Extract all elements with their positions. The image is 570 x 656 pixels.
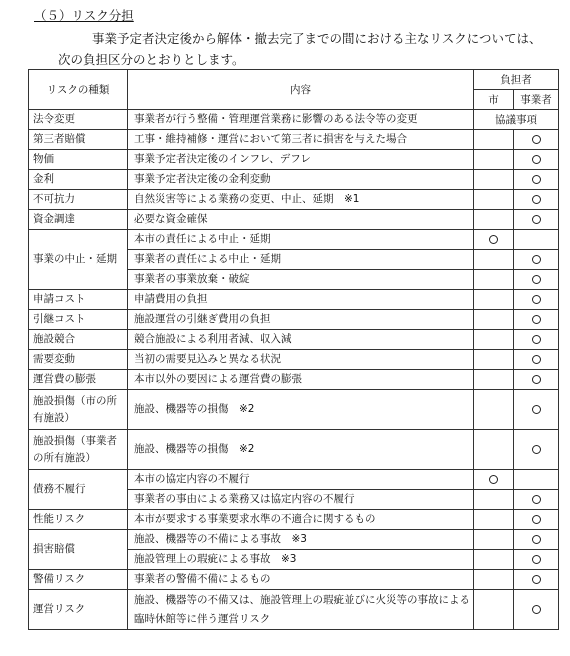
circle-mark xyxy=(532,375,541,384)
risk-content: 事業者の警備不備によるもの xyxy=(128,570,474,590)
circle-mark xyxy=(532,175,541,184)
table-row xyxy=(29,130,559,150)
operator-bearer-cell xyxy=(514,550,559,570)
table-row xyxy=(29,390,559,430)
risk-category: 損害賠償 xyxy=(29,530,128,570)
operator-bearer-cell xyxy=(514,390,559,430)
operator-bearer-cell xyxy=(514,210,559,230)
section-heading: （５）リスク分担 xyxy=(34,8,134,23)
table-row xyxy=(29,510,559,530)
table-row xyxy=(29,150,559,170)
city-bearer-cell xyxy=(474,330,514,350)
intro-paragraph xyxy=(58,28,558,70)
circle-mark xyxy=(532,215,541,224)
circle-mark xyxy=(532,495,541,504)
city-bearer-cell xyxy=(474,530,514,550)
risk-content: 施設管理上の瑕疵による事故 ※3 xyxy=(128,550,474,570)
risk-content: 本市が要求する事業要求水準の不適合に関するもの xyxy=(128,510,474,530)
risk-category: 申請コスト xyxy=(29,290,128,310)
city-bearer-cell xyxy=(474,470,514,490)
risk-content: 事業予定者決定後の金利変動 xyxy=(128,170,474,190)
city-bearer-cell xyxy=(474,430,514,470)
table-row xyxy=(29,310,559,330)
city-bearer-cell xyxy=(474,150,514,170)
table-row xyxy=(29,110,559,130)
table-row xyxy=(29,590,559,630)
table-row xyxy=(29,370,559,390)
risk-content: 施設、機器等の損傷 ※2 xyxy=(128,430,474,470)
operator-bearer-cell xyxy=(514,330,559,350)
risk-content: 本市以外の要因による運営費の膨張 xyxy=(128,370,474,390)
circle-mark xyxy=(532,255,541,264)
risk-content: 事業者が行う整備・管理運営業務に影響のある法令等の変更 xyxy=(128,110,474,130)
city-bearer-cell xyxy=(474,210,514,230)
table-row xyxy=(29,330,559,350)
risk-category: 事業の中止・延期 xyxy=(29,230,128,290)
risk-content: 当初の需要見込みと異なる状況 xyxy=(128,350,474,370)
circle-mark xyxy=(532,575,541,584)
circle-mark xyxy=(532,355,541,364)
circle-mark xyxy=(532,275,541,284)
risk-content: 施設、機器等の不備又は、施設管理上の瑕疵並びに火災等の事故による臨時休館等に伴う運営リスク xyxy=(128,590,474,630)
circle-mark xyxy=(532,405,541,414)
table-row xyxy=(29,430,559,470)
header-city: 市 xyxy=(474,90,514,110)
table-row xyxy=(29,230,559,250)
joint-bearer-cell: 協議事項 xyxy=(474,110,559,130)
header-bearer: 負担者 xyxy=(474,70,559,90)
operator-bearer-cell xyxy=(514,430,559,470)
city-bearer-cell xyxy=(474,370,514,390)
operator-bearer-cell xyxy=(514,510,559,530)
risk-content: 競合施設による利用者減、収入減 xyxy=(128,330,474,350)
city-bearer-cell xyxy=(474,310,514,330)
risk-category: 引継コスト xyxy=(29,310,128,330)
risk-category: 不可抗力 xyxy=(29,190,128,210)
risk-category: 運営リスク xyxy=(29,590,128,630)
operator-bearer-cell xyxy=(514,530,559,550)
table-row xyxy=(29,570,559,590)
city-bearer-cell xyxy=(474,390,514,430)
operator-bearer-cell xyxy=(514,250,559,270)
table-row xyxy=(29,170,559,190)
risk-table-body xyxy=(29,110,559,630)
city-bearer-cell xyxy=(474,590,514,630)
risk-category: 第三者賠償 xyxy=(29,130,128,150)
city-bearer-cell xyxy=(474,230,514,250)
risk-content: 事業者の事業放棄・破綻 xyxy=(128,270,474,290)
operator-bearer-cell xyxy=(514,490,559,510)
city-bearer-cell xyxy=(474,550,514,570)
risk-category: 施設損傷（事業者の所有施設） xyxy=(29,430,128,470)
intro-line-1: 事業予定者決定後から解体・撤去完了までの間における主なリスクについては、 xyxy=(92,31,542,46)
circle-mark xyxy=(532,515,541,524)
risk-content: 本市の責任による中止・延期 xyxy=(128,230,474,250)
operator-bearer-cell xyxy=(514,190,559,210)
table-row xyxy=(29,190,559,210)
operator-bearer-cell xyxy=(514,170,559,190)
risk-category: 性能リスク xyxy=(29,510,128,530)
risk-content: 事業者の責任による中止・延期 xyxy=(128,250,474,270)
risk-content: 必要な資金確保 xyxy=(128,210,474,230)
risk-category: 運営費の膨張 xyxy=(29,370,128,390)
table-row xyxy=(29,210,559,230)
intro-line-2: 次の負担区分のとおりとします。 xyxy=(58,52,245,67)
circle-mark xyxy=(489,475,498,484)
risk-content: 自然災害等による業務の変更、中止、延期 ※1 xyxy=(128,190,474,210)
city-bearer-cell xyxy=(474,250,514,270)
city-bearer-cell xyxy=(474,570,514,590)
operator-bearer-cell xyxy=(514,230,559,250)
risk-category: 施設損傷（市の所有施設） xyxy=(29,390,128,430)
risk-content: 事業予定者決定後のインフレ、デフレ xyxy=(128,150,474,170)
risk-content: 施設、機器等の不備による事故 ※3 xyxy=(128,530,474,550)
city-bearer-cell xyxy=(474,170,514,190)
risk-category: 物価 xyxy=(29,150,128,170)
circle-mark xyxy=(532,605,541,614)
circle-mark xyxy=(532,445,541,454)
risk-content: 施設、機器等の損傷 ※2 xyxy=(128,390,474,430)
table-row xyxy=(29,530,559,550)
risk-allocation-table xyxy=(28,69,559,630)
risk-category: 施設競合 xyxy=(29,330,128,350)
circle-mark xyxy=(489,235,498,244)
header-risk-type: リスクの種類 xyxy=(29,70,128,110)
city-bearer-cell xyxy=(474,190,514,210)
risk-category: 資金調達 xyxy=(29,210,128,230)
risk-content: 本市の協定内容の不履行 xyxy=(128,470,474,490)
header-content: 内容 xyxy=(128,70,474,110)
city-bearer-cell xyxy=(474,490,514,510)
risk-category: 債務不履行 xyxy=(29,470,128,510)
table-row xyxy=(29,470,559,490)
circle-mark xyxy=(532,195,541,204)
operator-bearer-cell xyxy=(514,130,559,150)
operator-bearer-cell xyxy=(514,310,559,330)
circle-mark xyxy=(532,335,541,344)
table-row xyxy=(29,290,559,310)
operator-bearer-cell xyxy=(514,350,559,370)
city-bearer-cell xyxy=(474,350,514,370)
circle-mark xyxy=(532,135,541,144)
risk-content: 事業者の事由による業務又は協定内容の不履行 xyxy=(128,490,474,510)
risk-category: 需要変動 xyxy=(29,350,128,370)
operator-bearer-cell xyxy=(514,470,559,490)
operator-bearer-cell xyxy=(514,570,559,590)
city-bearer-cell xyxy=(474,510,514,530)
city-bearer-cell xyxy=(474,130,514,150)
risk-category: 金利 xyxy=(29,170,128,190)
risk-content: 施設運営の引継ぎ費用の負担 xyxy=(128,310,474,330)
risk-category: 法令変更 xyxy=(29,110,128,130)
circle-mark xyxy=(532,295,541,304)
operator-bearer-cell xyxy=(514,150,559,170)
risk-content: 申請費用の負担 xyxy=(128,290,474,310)
table-row xyxy=(29,350,559,370)
circle-mark xyxy=(532,555,541,564)
risk-category: 警備リスク xyxy=(29,570,128,590)
circle-mark xyxy=(532,315,541,324)
operator-bearer-cell xyxy=(514,590,559,630)
circle-mark xyxy=(532,535,541,544)
operator-bearer-cell xyxy=(514,370,559,390)
city-bearer-cell xyxy=(474,270,514,290)
risk-content: 工事・維持補修・運営において第三者に損害を与えた場合 xyxy=(128,130,474,150)
city-bearer-cell xyxy=(474,290,514,310)
header-operator: 事業者 xyxy=(514,90,559,110)
circle-mark xyxy=(532,155,541,164)
operator-bearer-cell xyxy=(514,270,559,290)
operator-bearer-cell xyxy=(514,290,559,310)
